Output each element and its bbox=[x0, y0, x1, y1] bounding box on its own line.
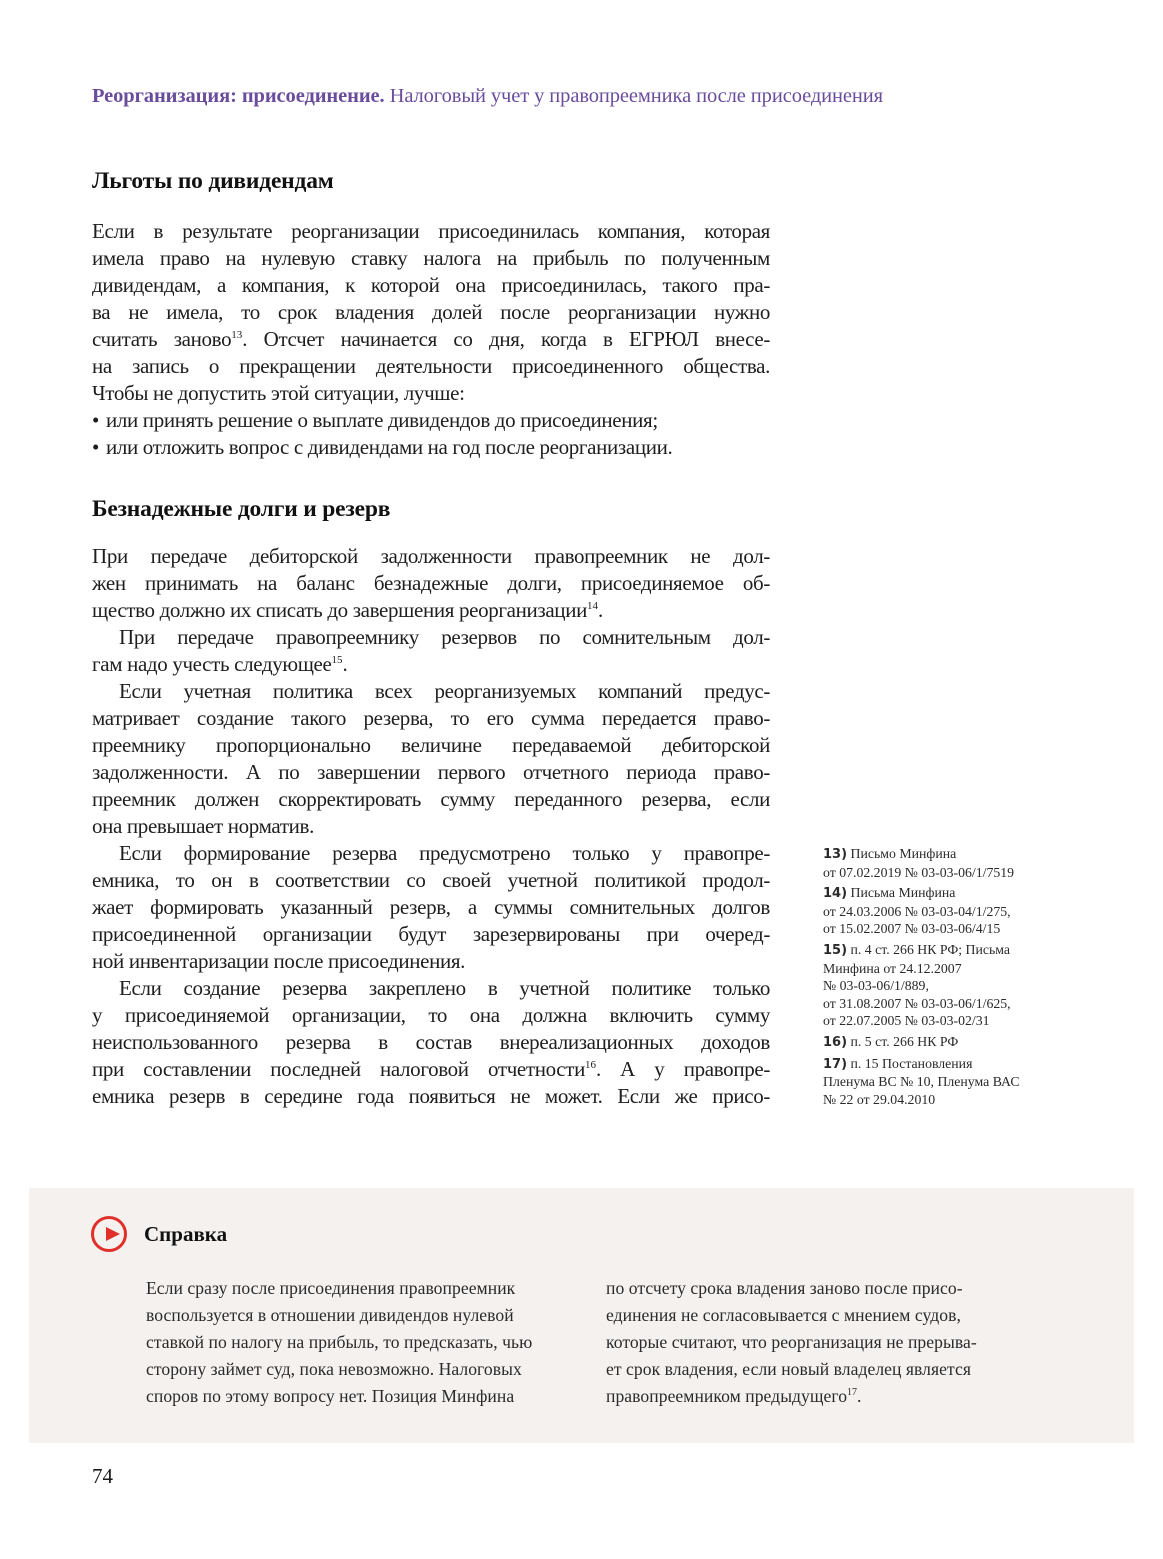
text-line: ет срок владения, если новый владелец является bbox=[606, 1359, 971, 1379]
bullet-item bbox=[92, 434, 770, 461]
bullet-text: или отложить вопрос с дивидендами на год после реорганизации. bbox=[106, 435, 673, 459]
scalloped-edge bbox=[29, 1185, 1134, 1191]
footnote-13 bbox=[823, 845, 1053, 881]
text-fragment: . А у правопре- bbox=[595, 1057, 770, 1081]
section-body-bad-debts bbox=[92, 543, 770, 1110]
footnote-text: № 22 от 29.04.2010 bbox=[823, 1091, 936, 1107]
text-line: емника резерв в середине года появиться не может. Если же присо- bbox=[92, 1084, 770, 1108]
footnote-text: Пленума ВС № 10, Пленума ВАС bbox=[823, 1074, 1020, 1090]
footnote-text: п. 15 Постановления bbox=[850, 1055, 973, 1071]
footnote-text: № 03-03-06/1/889, bbox=[823, 978, 929, 994]
footnote-text: Минфина от 24.12.2007 bbox=[823, 960, 962, 976]
text-fragment: . bbox=[597, 598, 603, 622]
section-title-dividends: Льготы по дивидендам bbox=[92, 168, 334, 194]
text-line: ва не имела, то срок владения долей после реорганизации нужно bbox=[92, 300, 770, 324]
text-line: Если сразу после присоединения правопреемник bbox=[146, 1278, 516, 1298]
text-line: у присоединяемой организации, то она должна включить сумму bbox=[92, 1003, 770, 1027]
info-box-reference bbox=[29, 1188, 1134, 1443]
footnote-text: от 24.03.2006 № 03-03-04/1/275, bbox=[823, 903, 1011, 919]
running-head bbox=[92, 82, 1092, 110]
text-line: При передаче дебиторской задолженности правопреемник не дол- bbox=[92, 544, 770, 568]
text-line: емника, то он в соответствии со своей учетной политикой продол- bbox=[92, 868, 770, 892]
footnote-number: 17) bbox=[823, 1056, 848, 1072]
text-line: она превышает норматив. bbox=[92, 814, 315, 838]
paragraph bbox=[92, 678, 770, 840]
running-head-subtitle: Налоговый учет у правопреемника после присоединения bbox=[389, 85, 883, 107]
info-box-header bbox=[91, 1213, 227, 1255]
footnote-text: п. 5 ст. 266 НК РФ bbox=[850, 1033, 959, 1049]
paragraph bbox=[92, 840, 770, 975]
text-line: преемник должен скорректировать сумму переданного резерва, если bbox=[92, 787, 770, 811]
info-box-title: Справка bbox=[144, 1221, 228, 1246]
text-line bbox=[92, 651, 770, 678]
footnote-14 bbox=[823, 884, 1053, 938]
text-line: матривает создание такого резерва, то его сумма передается право- bbox=[92, 706, 770, 730]
footnote-ref-14[interactable]: 14 bbox=[586, 600, 598, 612]
footnotes-column bbox=[823, 845, 1053, 1111]
text-line bbox=[92, 1056, 770, 1083]
section-body-dividends bbox=[92, 218, 770, 461]
footnote-text: от 22.07.2005 № 03-03-02/31 bbox=[823, 1013, 990, 1029]
text-fragment: . bbox=[857, 1386, 862, 1406]
text-line: воспользуется в отношении дивидендов нулевой bbox=[146, 1305, 514, 1325]
footnote-number: 13) bbox=[823, 847, 848, 862]
text-line: Если в результате реорганизации присоединилась компания, которая bbox=[92, 219, 770, 243]
footnote-number: 15) bbox=[823, 942, 848, 958]
text-fragment: щество должно их списать до завершения реорганизации bbox=[92, 598, 587, 622]
footnote-ref-17[interactable]: 17 bbox=[847, 1387, 858, 1398]
text-line: При передаче правопреемнику резервов по сомнительным дол- bbox=[119, 625, 770, 649]
text-line: дивидендам, а компания, к которой она присоединилась, такого пра- bbox=[92, 273, 770, 297]
footnote-text: Письма Минфина bbox=[850, 885, 956, 901]
footnote-15 bbox=[823, 941, 1053, 1030]
text-line: Если создание резерва закреплено в учетной политике только bbox=[119, 976, 770, 1000]
footnote-16 bbox=[823, 1033, 1053, 1052]
text-line: сторону займет суд, пока невозможно. Налоговых bbox=[146, 1359, 522, 1379]
text-line bbox=[92, 597, 770, 624]
paragraph bbox=[92, 543, 770, 624]
footnote-ref-15[interactable]: 15 bbox=[331, 654, 343, 666]
play-circle-icon bbox=[91, 1216, 127, 1252]
text-fragment: . bbox=[342, 652, 348, 676]
text-line: неиспользованного резерва в состав внереализационных доходов bbox=[92, 1030, 770, 1054]
bullet-list bbox=[92, 407, 770, 461]
footnote-17 bbox=[823, 1055, 1053, 1109]
bullet-icon: • bbox=[92, 435, 100, 459]
paragraph bbox=[92, 624, 770, 678]
text-fragment: считать заново bbox=[92, 327, 232, 351]
info-box-column-right bbox=[606, 1275, 1046, 1410]
footnote-text: п. 4 ст. 266 НК РФ; Письма bbox=[850, 941, 1011, 957]
text-line: по отсчету срока владения заново после присо- bbox=[606, 1278, 963, 1298]
footnote-number: 16) bbox=[823, 1034, 848, 1050]
bullet-item bbox=[92, 407, 770, 434]
footnote-text: от 31.08.2007 № 03-03-06/1/625, bbox=[823, 995, 1011, 1011]
text-line bbox=[92, 326, 770, 353]
bullet-text: или принять решение о выплате дивидендов до присоединения; bbox=[106, 408, 658, 432]
footnote-ref-16[interactable]: 16 bbox=[584, 1059, 596, 1071]
paragraph bbox=[92, 975, 770, 1110]
text-line: жен принимать на баланс безнадежные долги, присоединяемое об- bbox=[92, 571, 770, 595]
info-box-column-left bbox=[146, 1275, 586, 1410]
footnote-number: 14) bbox=[823, 886, 848, 902]
text-line: ставкой по налогу на прибыль, то предсказать, чью bbox=[146, 1332, 533, 1352]
text-line: Если формирование резерва предусмотрено только у правопре- bbox=[119, 841, 770, 865]
text-line: жает формировать указанный резерв, а суммы сомнительных долгов bbox=[92, 895, 770, 919]
text-fragment: гам надо учесть следующее bbox=[92, 652, 332, 676]
footnote-ref-13[interactable]: 13 bbox=[231, 329, 243, 341]
text-line: Чтобы не допустить этой ситуации, лучше: bbox=[92, 381, 465, 405]
text-fragment: правопреемником предыдущего bbox=[606, 1386, 848, 1406]
text-line: которые считают, что реорганизация не прерыва- bbox=[606, 1332, 977, 1352]
text-line: на запись о прекращении деятельности присоединенного общества. bbox=[92, 354, 770, 378]
page-number: 74 bbox=[92, 1464, 113, 1488]
text-line: ной инвентаризации после присоединения. bbox=[92, 949, 466, 973]
text-line bbox=[606, 1383, 1046, 1410]
text-line: присоединенной организации будут зарезервированы при очеред- bbox=[92, 922, 770, 946]
running-head-section: Реорганизация: присоединение. bbox=[92, 85, 385, 107]
text-line: преемнику пропорционально величине передаваемой дебиторской bbox=[92, 733, 770, 757]
text-line: имела право на нулевую ставку налога на прибыль по полученным bbox=[92, 246, 770, 270]
text-fragment: при составлении последней налоговой отчетности bbox=[92, 1057, 585, 1081]
text-line: задолженности. А по завершении первого отчетного периода право- bbox=[92, 760, 770, 784]
footnote-text: Письмо Минфина bbox=[850, 846, 957, 861]
bullet-icon: • bbox=[92, 408, 100, 432]
footnote-text: от 15.02.2007 № 03-03-06/4/15 bbox=[823, 921, 1001, 937]
text-line: единения не согласовывается с мнением судов, bbox=[606, 1305, 961, 1325]
text-line: споров по этому вопросу нет. Позиция Минфина bbox=[146, 1386, 515, 1406]
text-line: Если учетная политика всех реорганизуемых компаний предус- bbox=[119, 679, 770, 703]
text-fragment: . Отсчет начинается со дня, когда в ЕГРЮЛ внесе- bbox=[242, 327, 770, 351]
section-title-bad-debts: Безнадежные долги и резерв bbox=[92, 496, 391, 522]
footnote-text: от 07.02.2019 № 03-03-06/1/7519 bbox=[823, 864, 1015, 880]
